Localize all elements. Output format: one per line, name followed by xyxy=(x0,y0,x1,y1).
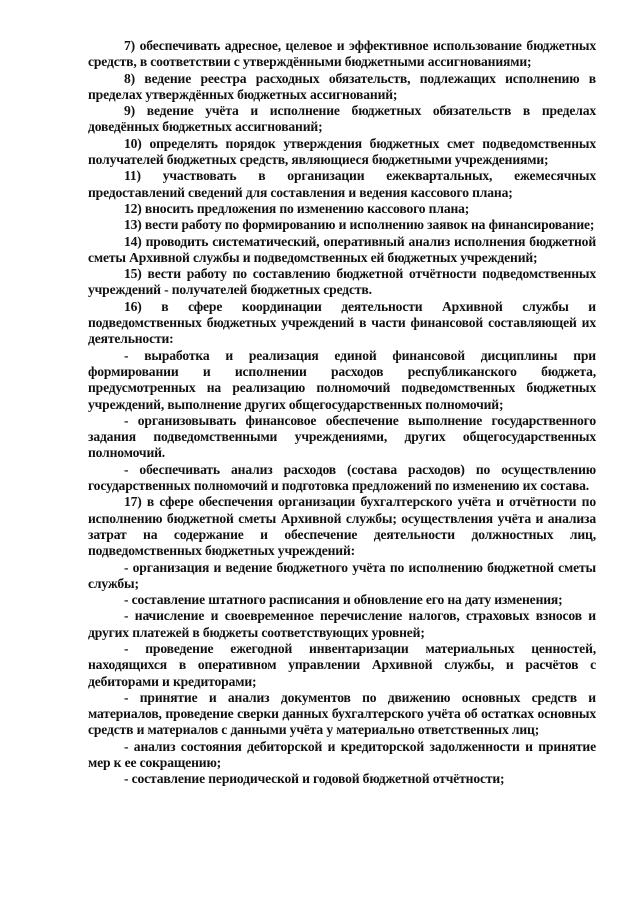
paragraph-item-16: 16) в сфере координации деятельности Архивной службы и подведомственных бюджетных учреждений в части финансовой составляющей их деятельности: xyxy=(88,298,596,347)
paragraph-item-15: 15) вести работу по составлению бюджетной отчётности подведомственных учреждений - получателей бюджетных средств. xyxy=(88,266,596,298)
paragraph-item-7: 7) обеспечивать адресное, целевое и эффективное использование бюджетных средств, в соответствии с утверждёнными бюджетными ассигнованиями; xyxy=(88,38,596,70)
paragraph-dash-item: - начисление и своевременное перечисление налогов, страховых взносов и других платежей в бюджеты соответствующих уровней; xyxy=(88,608,596,640)
paragraph-item-14: 14) проводить систематический, оперативный анализ исполнения бюджетной сметы Архивной службы и подведомственных ей бюджетных учреждений; xyxy=(88,233,596,265)
paragraph-dash-item: - организовывать финансовое обеспечение выполнение государственного задания подведомственными учреждениями, других общегосударственных полномочий. xyxy=(88,412,596,461)
paragraph-dash-item: - организация и ведение бюджетного учёта по исполнению бюджетной сметы службы; xyxy=(88,559,596,591)
document-page xyxy=(88,38,596,788)
paragraph-item-17: 17) в сфере обеспечения организации бухгалтерского учёта и отчётности по исполнению бюджетной сметы Архивной службы; осуществления учёта и анализа затрат на содержание и обеспечение деятельности должностных лиц, подведомственных бюджетных учреждений: xyxy=(88,494,596,559)
paragraph-dash-item: - обеспечивать анализ расходов (состава расходов) по осуществлению государственных полномочий и подготовка предложений по изменению их состава. xyxy=(88,461,596,494)
paragraph-dash-item: - принятие и анализ документов по движению основных средств и материалов, проведение сверки данных бухгалтерского учёта об остатках основных средств и материалов с данными учёта у материально ответственных лиц; xyxy=(88,689,596,738)
paragraph-dash-item: - выработка и реализация единой финансовой дисциплины при формировании и исполнении расходов республиканского бюджета, предусмотренных на реализацию полномочий подведомственных бюджетных учреждений, выполнение других общегосударственных полномочий; xyxy=(88,347,596,412)
paragraph-item-13: 13) вести работу по формированию и исполнению заявок на финансирование; xyxy=(124,217,595,233)
paragraph-dash-item: - составление периодической и годовой бюджетной отчётности; xyxy=(124,771,505,787)
paragraph-item-10: 10) определять порядок утверждения бюджетных смет подведомственных получателей бюджетных средств, являющиеся бюджетными учреждениями; xyxy=(88,135,596,168)
paragraph-dash-item: - составление штатного расписания и обновление его на дату изменения; xyxy=(124,592,563,608)
paragraph-dash-item: - анализ состояния дебиторской и кредиторской задолженности и принятие мер к ее сокращению; xyxy=(88,738,596,771)
paragraph-dash-item: - проведение ежегодной инвентаризации материальных ценностей, находящихся в оперативном управлении Архивной службы, и расчётов с дебиторами и кредиторами; xyxy=(88,640,596,689)
paragraph-item-9: 9) ведение учёта и исполнение бюджетных обязательств в пределах доведённых бюджетных ассигнований; xyxy=(88,103,596,135)
paragraph-item-12: 12) вносить предложения по изменению кассового плана; xyxy=(124,200,470,216)
paragraph-item-8: 8) ведение реестра расходных обязательств, подлежащих исполнению в пределах утверждённых бюджетных ассигнований; xyxy=(88,70,596,102)
paragraph-item-11: 11) участвовать в организации ежеквартальных, ежемесячных предоставлений сведений для составления и ведения кассового плана; xyxy=(88,168,596,200)
